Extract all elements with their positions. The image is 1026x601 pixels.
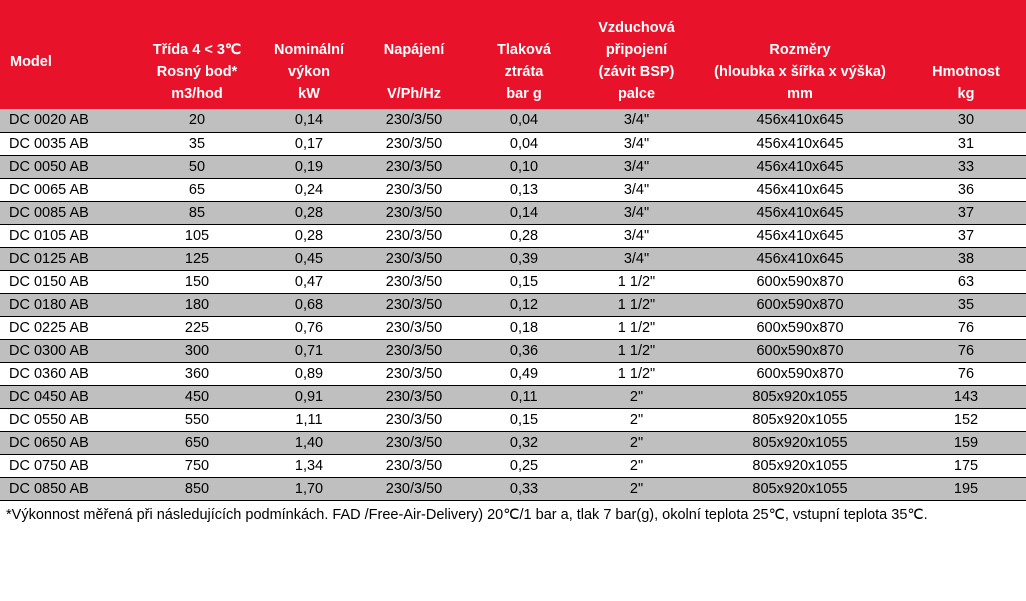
cell-weight: 159 — [906, 431, 1026, 454]
cell-power: 0,89 — [259, 362, 359, 385]
cell-dimensions: 600x590x870 — [694, 293, 906, 316]
header-weight — [906, 0, 1026, 109]
cell-supply: 230/3/50 — [359, 270, 469, 293]
header-line: Napájení — [383, 42, 445, 58]
cell-connection: 1 1/2" — [579, 316, 694, 339]
cell-connection: 3/4" — [579, 132, 694, 155]
cell-weight: 33 — [906, 155, 1026, 178]
cell-model: DC 0085 AB — [0, 201, 135, 224]
table-row — [0, 155, 1026, 178]
cell-dimensions: 456x410x645 — [694, 201, 906, 224]
cell-connection: 2" — [579, 431, 694, 454]
header-line: Vzduchová — [598, 20, 675, 36]
cell-power: 0,71 — [259, 339, 359, 362]
cell-weight: 76 — [906, 316, 1026, 339]
cell-pressure-drop: 0,04 — [469, 132, 579, 155]
cell-flow: 850 — [135, 477, 259, 500]
cell-supply: 230/3/50 — [359, 385, 469, 408]
cell-weight: 175 — [906, 454, 1026, 477]
header-line: Rosný bod* — [156, 64, 238, 80]
cell-pressure-drop: 0,04 — [469, 109, 579, 132]
cell-weight: 35 — [906, 293, 1026, 316]
header-line: výkon — [288, 64, 330, 80]
cell-model: DC 0550 AB — [0, 408, 135, 431]
table-row — [0, 132, 1026, 155]
cell-model: DC 0360 AB — [0, 362, 135, 385]
header-line: Hmotnost — [932, 64, 1000, 80]
cell-dimensions: 805x920x1055 — [694, 454, 906, 477]
cell-pressure-drop: 0,28 — [469, 224, 579, 247]
cell-supply: 230/3/50 — [359, 431, 469, 454]
header-line: palce — [617, 86, 656, 102]
header-line: bar g — [506, 86, 542, 102]
table-row — [0, 362, 1026, 385]
cell-dimensions: 805x920x1055 — [694, 408, 906, 431]
cell-supply: 230/3/50 — [359, 408, 469, 431]
header-line: Model — [10, 53, 52, 70]
cell-flow: 85 — [135, 201, 259, 224]
table-body — [0, 109, 1026, 500]
cell-power: 0,14 — [259, 109, 359, 132]
cell-supply: 230/3/50 — [359, 247, 469, 270]
cell-pressure-drop: 0,49 — [469, 362, 579, 385]
header-line: (závit BSP) — [598, 64, 675, 80]
cell-model: DC 0150 AB — [0, 270, 135, 293]
cell-supply: 230/3/50 — [359, 293, 469, 316]
cell-connection: 3/4" — [579, 247, 694, 270]
header-line: Tlaková — [497, 42, 551, 58]
cell-supply: 230/3/50 — [359, 178, 469, 201]
table-row — [0, 454, 1026, 477]
cell-pressure-drop: 0,15 — [469, 408, 579, 431]
cell-supply: 230/3/50 — [359, 454, 469, 477]
cell-weight: 63 — [906, 270, 1026, 293]
header-line: Rozměry — [769, 42, 831, 58]
header-dimensions — [694, 0, 906, 109]
table-row — [0, 270, 1026, 293]
table-row — [0, 431, 1026, 454]
cell-flow: 650 — [135, 431, 259, 454]
table-row — [0, 339, 1026, 362]
cell-power: 0,24 — [259, 178, 359, 201]
cell-weight: 76 — [906, 339, 1026, 362]
table-row — [0, 224, 1026, 247]
header-power — [259, 0, 359, 109]
cell-power: 1,40 — [259, 431, 359, 454]
cell-flow: 150 — [135, 270, 259, 293]
cell-flow: 180 — [135, 293, 259, 316]
cell-model: DC 0850 AB — [0, 477, 135, 500]
cell-flow: 65 — [135, 178, 259, 201]
cell-flow: 360 — [135, 362, 259, 385]
cell-power: 0,17 — [259, 132, 359, 155]
cell-connection: 2" — [579, 408, 694, 431]
cell-connection: 1 1/2" — [579, 339, 694, 362]
cell-power: 0,68 — [259, 293, 359, 316]
table-row — [0, 201, 1026, 224]
header-line: m3/hod — [171, 86, 223, 102]
cell-model: DC 0105 AB — [0, 224, 135, 247]
cell-connection: 3/4" — [579, 155, 694, 178]
header-line: kg — [957, 86, 975, 102]
table-row — [0, 385, 1026, 408]
cell-dimensions: 805x920x1055 — [694, 385, 906, 408]
cell-flow: 550 — [135, 408, 259, 431]
cell-flow: 35 — [135, 132, 259, 155]
cell-power: 0,28 — [259, 224, 359, 247]
cell-model: DC 0225 AB — [0, 316, 135, 339]
header-flow — [135, 0, 259, 109]
cell-connection: 2" — [579, 385, 694, 408]
header-line: kW — [298, 86, 320, 102]
header-line: připojení — [605, 42, 668, 58]
cell-connection: 2" — [579, 454, 694, 477]
cell-connection: 2" — [579, 477, 694, 500]
cell-supply: 230/3/50 — [359, 109, 469, 132]
cell-pressure-drop: 0,11 — [469, 385, 579, 408]
cell-power: 0,28 — [259, 201, 359, 224]
table-row — [0, 293, 1026, 316]
header-supply — [359, 0, 469, 109]
cell-weight: 37 — [906, 224, 1026, 247]
header-row — [0, 0, 1026, 109]
cell-power: 0,76 — [259, 316, 359, 339]
cell-weight: 38 — [906, 247, 1026, 270]
cell-supply: 230/3/50 — [359, 339, 469, 362]
cell-dimensions: 456x410x645 — [694, 247, 906, 270]
cell-flow: 20 — [135, 109, 259, 132]
header-line — [361, 61, 467, 83]
cell-pressure-drop: 0,14 — [469, 201, 579, 224]
table-row — [0, 178, 1026, 201]
cell-dimensions: 600x590x870 — [694, 362, 906, 385]
cell-connection: 3/4" — [579, 201, 694, 224]
cell-flow: 300 — [135, 339, 259, 362]
header-line: Nominální — [273, 42, 345, 58]
cell-supply: 230/3/50 — [359, 155, 469, 178]
cell-model: DC 0020 AB — [0, 109, 135, 132]
cell-dimensions: 456x410x645 — [694, 224, 906, 247]
cell-pressure-drop: 0,33 — [469, 477, 579, 500]
cell-supply: 230/3/50 — [359, 362, 469, 385]
table-row — [0, 247, 1026, 270]
cell-model: DC 0750 AB — [0, 454, 135, 477]
cell-connection: 1 1/2" — [579, 270, 694, 293]
cell-model: DC 0125 AB — [0, 247, 135, 270]
cell-weight: 36 — [906, 178, 1026, 201]
cell-weight: 31 — [906, 132, 1026, 155]
cell-dimensions: 600x590x870 — [694, 339, 906, 362]
cell-power: 1,34 — [259, 454, 359, 477]
cell-pressure-drop: 0,13 — [469, 178, 579, 201]
cell-pressure-drop: 0,36 — [469, 339, 579, 362]
cell-weight: 76 — [906, 362, 1026, 385]
cell-flow: 225 — [135, 316, 259, 339]
cell-dimensions: 600x590x870 — [694, 316, 906, 339]
cell-dimensions: 456x410x645 — [694, 155, 906, 178]
header-model — [0, 0, 135, 109]
cell-dimensions: 456x410x645 — [694, 132, 906, 155]
cell-model: DC 0065 AB — [0, 178, 135, 201]
cell-connection: 3/4" — [579, 109, 694, 132]
header-line: V/Ph/Hz — [387, 86, 441, 102]
cell-power: 0,47 — [259, 270, 359, 293]
cell-connection: 3/4" — [579, 178, 694, 201]
cell-model: DC 0180 AB — [0, 293, 135, 316]
cell-weight: 195 — [906, 477, 1026, 500]
header-line: ztráta — [504, 64, 544, 80]
cell-supply: 230/3/50 — [359, 316, 469, 339]
table-row — [0, 408, 1026, 431]
cell-power: 0,91 — [259, 385, 359, 408]
header-line: (hloubka x šířka x výška) — [714, 64, 886, 80]
header-line: mm — [787, 86, 813, 102]
cell-weight: 152 — [906, 408, 1026, 431]
cell-pressure-drop: 0,32 — [469, 431, 579, 454]
cell-dimensions: 600x590x870 — [694, 270, 906, 293]
cell-flow: 105 — [135, 224, 259, 247]
cell-flow: 450 — [135, 385, 259, 408]
cell-supply: 230/3/50 — [359, 132, 469, 155]
cell-dimensions: 456x410x645 — [694, 178, 906, 201]
cell-model: DC 0050 AB — [0, 155, 135, 178]
cell-connection: 3/4" — [579, 224, 694, 247]
cell-pressure-drop: 0,12 — [469, 293, 579, 316]
cell-model: DC 0300 AB — [0, 339, 135, 362]
cell-pressure-drop: 0,18 — [469, 316, 579, 339]
footnote: *Výkonnost měřená při následujících podmínkách. FAD /Free-Air-Delivery) 20℃/1 bar a, tlak 7 bar(g), okolní teplota 25℃, vstupní teplota 35℃. — [6, 506, 928, 523]
cell-pressure-drop: 0,10 — [469, 155, 579, 178]
cell-supply: 230/3/50 — [359, 477, 469, 500]
cell-flow: 125 — [135, 247, 259, 270]
cell-connection: 1 1/2" — [579, 362, 694, 385]
cell-model: DC 0650 AB — [0, 431, 135, 454]
cell-pressure-drop: 0,25 — [469, 454, 579, 477]
table-row — [0, 109, 1026, 132]
cell-power: 1,70 — [259, 477, 359, 500]
cell-power: 1,11 — [259, 408, 359, 431]
cell-dimensions: 805x920x1055 — [694, 477, 906, 500]
header-connection — [579, 0, 694, 109]
cell-power: 0,19 — [259, 155, 359, 178]
table-row — [0, 477, 1026, 500]
cell-flow: 50 — [135, 155, 259, 178]
table-row — [0, 316, 1026, 339]
cell-dimensions: 456x410x645 — [694, 109, 906, 132]
header-line: Třída 4 < 3℃ — [152, 42, 242, 58]
cell-model: DC 0035 AB — [0, 132, 135, 155]
cell-weight: 37 — [906, 201, 1026, 224]
header-pressure-drop — [469, 0, 579, 109]
cell-pressure-drop: 0,39 — [469, 247, 579, 270]
cell-power: 0,45 — [259, 247, 359, 270]
cell-model: DC 0450 AB — [0, 385, 135, 408]
cell-supply: 230/3/50 — [359, 201, 469, 224]
cell-connection: 1 1/2" — [579, 293, 694, 316]
cell-supply: 230/3/50 — [359, 224, 469, 247]
cell-weight: 30 — [906, 109, 1026, 132]
cell-pressure-drop: 0,15 — [469, 270, 579, 293]
cell-flow: 750 — [135, 454, 259, 477]
cell-weight: 143 — [906, 385, 1026, 408]
cell-dimensions: 805x920x1055 — [694, 431, 906, 454]
